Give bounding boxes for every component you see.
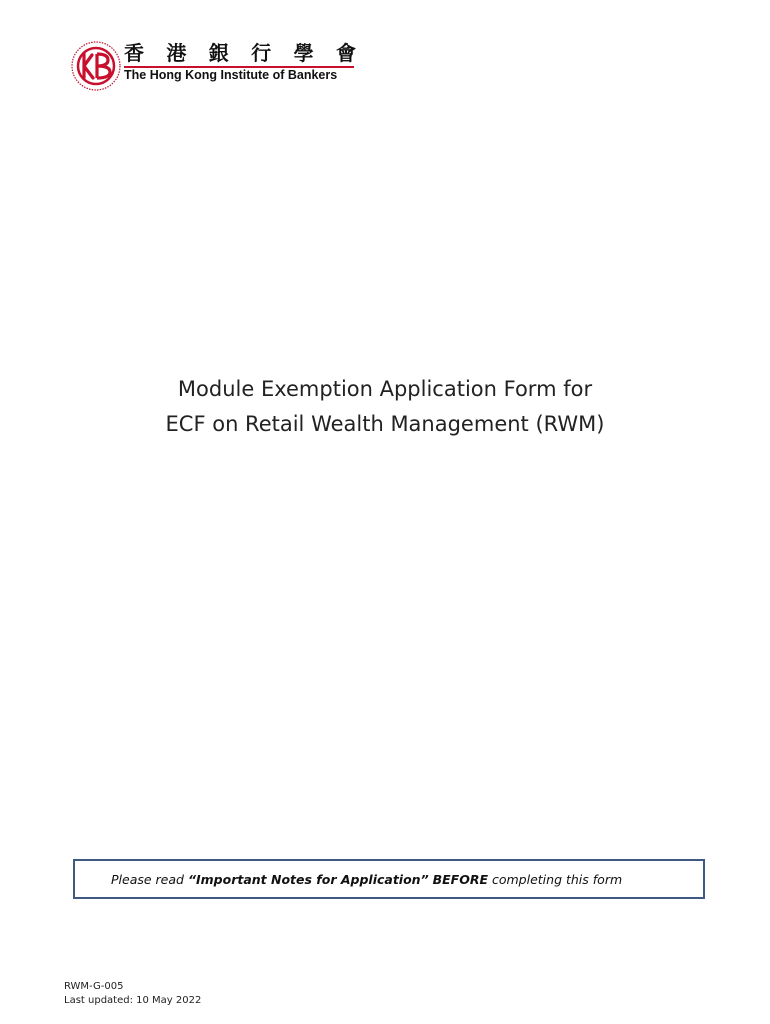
title-line-2: ECF on Retail Wealth Management (RWM)	[165, 412, 605, 436]
document-title	[0, 372, 770, 442]
logo-char: 港	[166, 41, 187, 65]
hkib-logo-icon	[70, 40, 122, 92]
logo-char: 銀	[208, 41, 229, 65]
last-updated: Last updated: 10 May 2022	[64, 995, 202, 1006]
institute-logo	[70, 40, 360, 90]
logo-english-name: The Hong Kong Institute of Bankers	[124, 68, 338, 82]
document-footer	[64, 980, 201, 1008]
logo-char: 行	[251, 41, 272, 65]
form-code: RWM-G-005	[64, 981, 124, 992]
logo-char: 學	[293, 41, 314, 65]
logo-char: 香	[124, 41, 144, 65]
notice-emphasis-before: BEFORE	[432, 872, 489, 887]
notice-emphasis-title: “Important Notes for Application”	[187, 872, 429, 887]
title-line-1: Module Exemption Application Form for	[177, 377, 593, 401]
notice-text	[111, 872, 622, 887]
notice-suffix: completing this form	[488, 872, 623, 887]
important-notice-box	[73, 859, 705, 899]
logo-char: 會	[335, 41, 356, 65]
notice-prefix: Please read	[111, 872, 188, 887]
logo-chinese-name	[124, 42, 356, 64]
